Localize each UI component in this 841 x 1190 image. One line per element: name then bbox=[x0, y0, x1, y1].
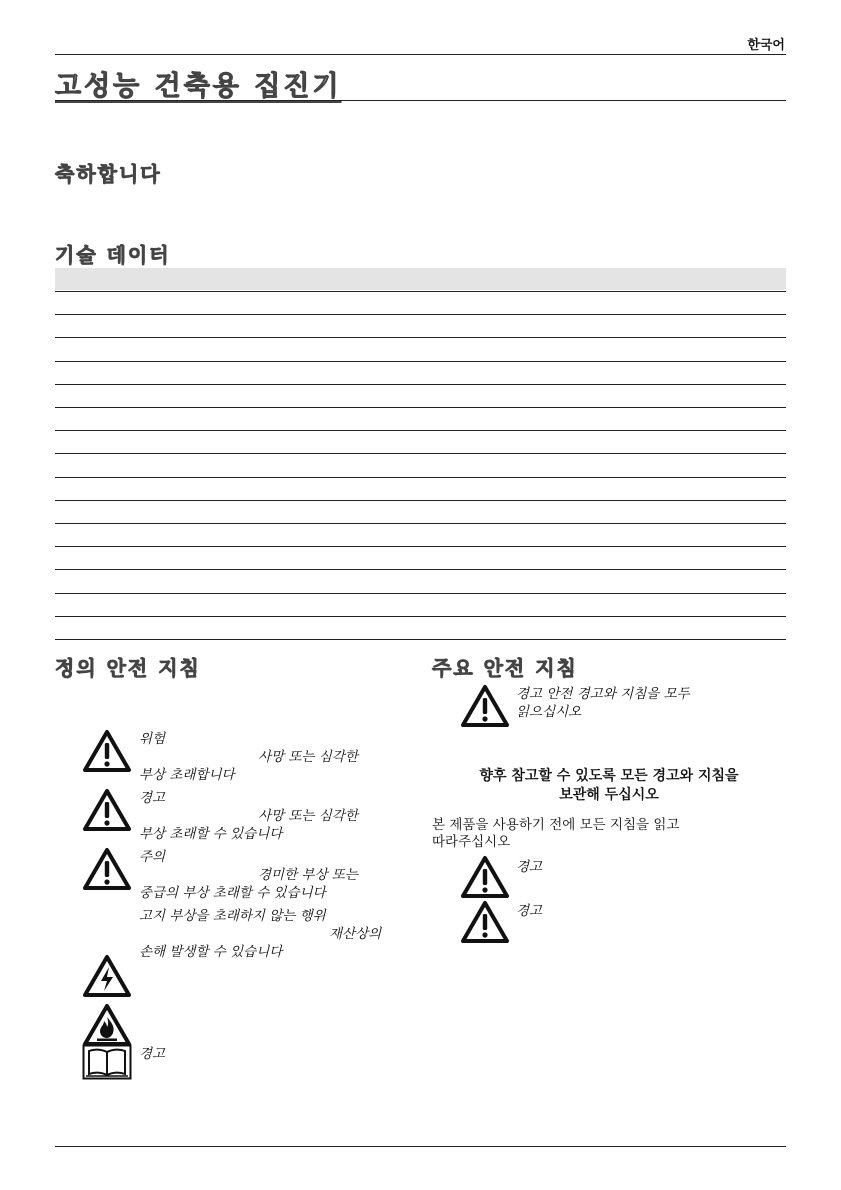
read-warning-text-2: 읽으십시오 bbox=[516, 704, 582, 720]
table-row-line bbox=[55, 291, 786, 292]
warning-text-2: 사망 또는 심각한 bbox=[258, 808, 358, 824]
table-row-line bbox=[55, 500, 786, 501]
table-row-line bbox=[55, 569, 786, 570]
caution-triangle-icon bbox=[82, 847, 132, 891]
keep-instructions-1: 향후 참고할 수 있도록 모든 경고와 지침을 bbox=[479, 768, 739, 784]
table-row-line bbox=[55, 639, 786, 640]
table-row-line bbox=[55, 430, 786, 431]
notice-text-2: 재산상의 bbox=[329, 926, 382, 942]
language-label: 한국어 bbox=[747, 38, 785, 53]
tech-data-heading: 기술 데이터 bbox=[55, 243, 171, 267]
important-heading: 주요 안전 지침 bbox=[432, 656, 578, 680]
warning-text-3: 부상 초래할 수 있습니다 bbox=[139, 826, 283, 842]
before-use-1: 본 제품을 사용하기 전에 모든 지침을 읽고 bbox=[432, 817, 680, 833]
notice-text-3: 손해 발생할 수 있습니다 bbox=[139, 944, 283, 960]
caution-text-2: 경미한 부상 또는 bbox=[258, 867, 358, 883]
table-row-line bbox=[55, 546, 786, 547]
congrats-heading: 축하합니다 bbox=[55, 162, 162, 186]
table-row-line bbox=[55, 314, 786, 315]
caution-label: 주의 bbox=[139, 849, 166, 865]
page-title: 고성능 건축용 집진기 bbox=[55, 71, 342, 102]
table-row-line bbox=[55, 477, 786, 478]
read-warning-text-1: 경고 안전 경고와 지침을 모두 bbox=[516, 686, 690, 702]
book-warning-label: 경고 bbox=[139, 1046, 166, 1062]
table-row-line bbox=[55, 407, 786, 408]
title-divider bbox=[55, 100, 786, 101]
warning-triangle-icon bbox=[460, 855, 510, 899]
danger-label: 위험 bbox=[139, 731, 166, 747]
warning-a-label: 경고 bbox=[516, 859, 543, 875]
warning-triangle-icon bbox=[82, 729, 132, 773]
warning-triangle-icon bbox=[82, 788, 132, 832]
danger-text-2: 사망 또는 심각한 bbox=[258, 749, 358, 765]
keep-instructions-2: 보관해 두십시오 bbox=[559, 787, 659, 803]
fire-hazard-icon bbox=[82, 1003, 132, 1047]
notice-text-1: 고지 부상을 초래하지 않는 행위 bbox=[139, 908, 326, 924]
table-row-line bbox=[55, 593, 786, 594]
warning-b-label: 경고 bbox=[516, 903, 543, 919]
table-row-line bbox=[55, 337, 786, 338]
definitions-heading: 정의 안전 지침 bbox=[55, 656, 201, 680]
warning-triangle-icon bbox=[460, 900, 510, 944]
electric-shock-icon bbox=[82, 954, 132, 998]
caution-text-3: 중급의 부상 초래할 수 있습니다 bbox=[139, 885, 326, 901]
warning-triangle-icon bbox=[460, 684, 510, 728]
before-use-2: 따라주십시오 bbox=[432, 834, 511, 850]
table-row-line bbox=[55, 616, 786, 617]
footer-divider bbox=[55, 1146, 786, 1147]
manual-book-icon bbox=[82, 1044, 132, 1080]
danger-text-3: 부상 초래합니다 bbox=[139, 767, 235, 783]
warning-label: 경고 bbox=[139, 790, 166, 806]
table-row-line bbox=[55, 453, 786, 454]
table-header-row bbox=[55, 268, 786, 290]
table-row-line bbox=[55, 384, 786, 385]
table-row-line bbox=[55, 361, 786, 362]
table-row-line bbox=[55, 523, 786, 524]
header-divider bbox=[55, 54, 786, 55]
